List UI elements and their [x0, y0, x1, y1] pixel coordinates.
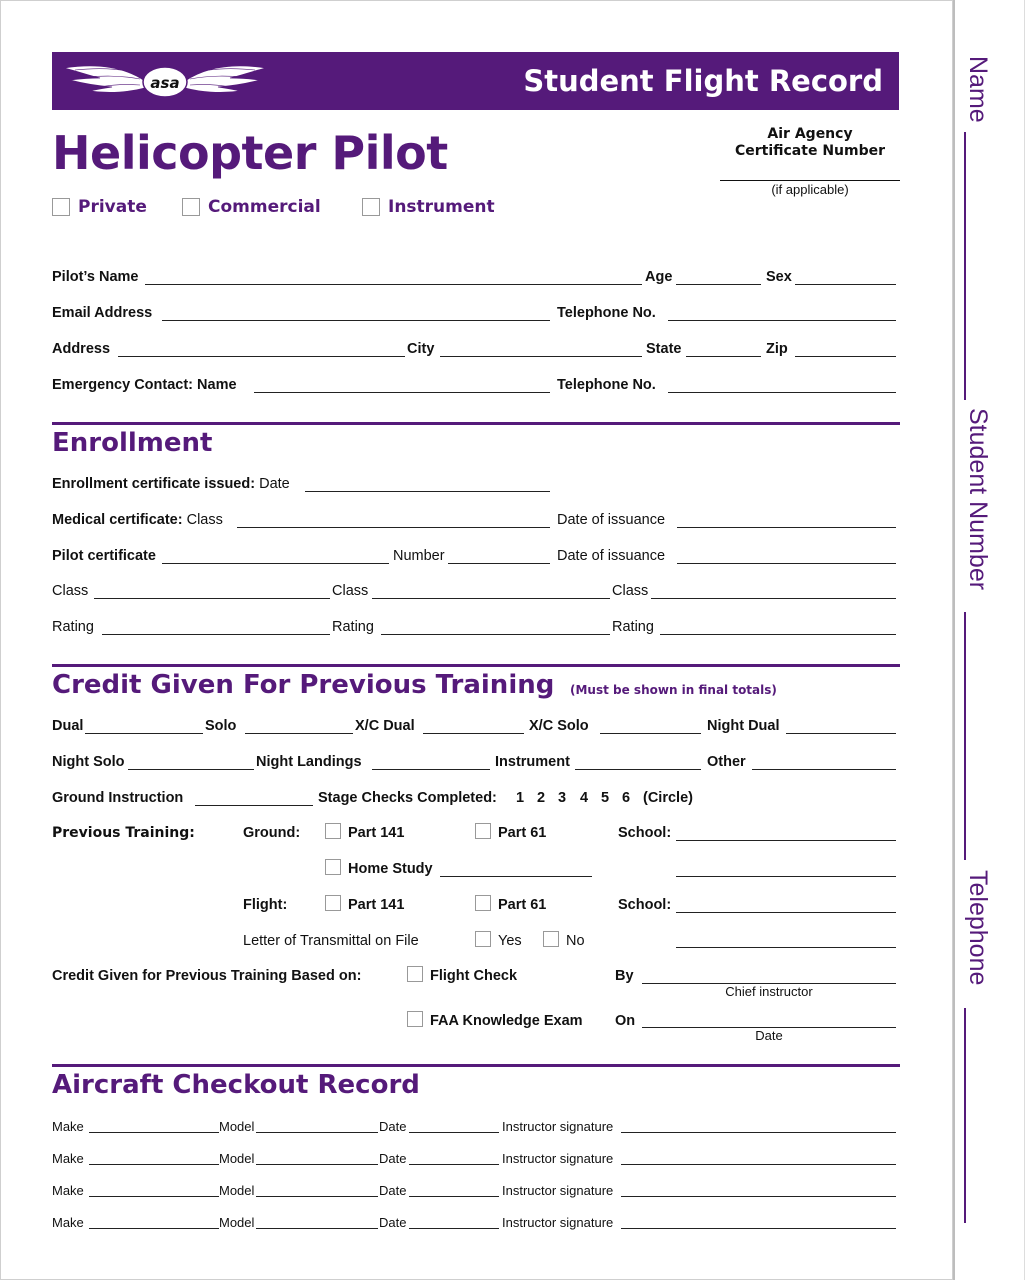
ground-school-field[interactable] — [676, 840, 896, 841]
state-label: State — [646, 341, 682, 357]
flight-school-label: School: — [618, 897, 672, 913]
ground-instruction-label: Ground Instruction — [52, 790, 184, 806]
class-field-1[interactable] — [94, 598, 330, 599]
medical-cert-label: Medical certificate: — [52, 512, 183, 528]
credit-note: (Must be shown in final totals) — [570, 683, 777, 697]
email-label: Email Address — [52, 305, 153, 321]
page-title: Helicopter Pilot — [52, 126, 448, 180]
flight-school-field[interactable] — [676, 912, 896, 913]
checkbox-box[interactable] — [182, 198, 200, 216]
pilot-cert-label: Pilot certificate — [52, 548, 156, 564]
make-label: Make — [52, 1119, 84, 1134]
stage-6[interactable]: 6 — [622, 790, 631, 806]
class-label-3: Class — [612, 583, 649, 599]
pilot-name-field[interactable] — [145, 284, 642, 285]
instrument-field[interactable] — [575, 769, 701, 770]
model-label: Model — [219, 1215, 255, 1230]
ground-part61-label: Part 61 — [498, 825, 547, 841]
address-field[interactable] — [118, 356, 405, 357]
tab-telephone-label: Telephone — [964, 870, 992, 986]
home-study-label: Home Study — [348, 861, 433, 877]
make-field[interactable] — [89, 1196, 219, 1197]
model-field[interactable] — [256, 1164, 378, 1165]
date-label: Date — [379, 1151, 407, 1166]
letter-no-checkbox[interactable] — [543, 931, 559, 947]
state-field[interactable] — [686, 356, 761, 357]
logo-text: asa — [150, 74, 180, 92]
tab-name-field[interactable] — [964, 132, 966, 400]
date-field[interactable] — [409, 1164, 499, 1165]
pilot-cert-field[interactable] — [162, 563, 389, 564]
model-label: Model — [219, 1151, 255, 1166]
flight-part61-checkbox[interactable] — [475, 895, 491, 911]
class-label-2: Class — [332, 583, 369, 599]
stage-4[interactable]: 4 — [580, 790, 589, 806]
section-rule — [52, 1064, 900, 1067]
credit-based-on-label: Credit Given for Previous Training Based on: — [52, 968, 362, 984]
night-landings-label: Night Landings — [256, 754, 362, 770]
ground-instruction-field[interactable] — [195, 805, 313, 806]
air-agency-line2: Certificate Number — [734, 143, 886, 159]
instructor-signature-label: Instructor signature — [502, 1183, 614, 1198]
home-study-field[interactable] — [440, 876, 592, 877]
asa-wings-logo — [60, 58, 270, 104]
rating-label-2: Rating — [332, 619, 374, 635]
instructor-signature-label: Instructor signature — [502, 1151, 614, 1166]
emergency-contact-label: Emergency Contact: Name — [52, 377, 237, 393]
checkbox-private[interactable] — [52, 196, 147, 218]
other-field[interactable] — [752, 769, 896, 770]
class-field-2[interactable] — [372, 598, 610, 599]
rating-field-1[interactable] — [102, 634, 330, 635]
xc-solo-field[interactable] — [600, 733, 701, 734]
email-field[interactable] — [162, 320, 550, 321]
credit-title: Credit Given For Previous Training — [52, 670, 555, 700]
pilot-cert-date-field[interactable] — [677, 563, 896, 564]
sex-field[interactable] — [795, 284, 896, 285]
stage-checks-label: Stage Checks Completed: — [318, 790, 497, 806]
rating-field-2[interactable] — [381, 634, 610, 635]
medical-date-label: Date of issuance — [557, 512, 666, 528]
date-label: Date — [379, 1183, 407, 1198]
exam-date-caption: Date — [755, 1028, 783, 1043]
flight-label: Flight: — [243, 897, 288, 913]
letter-no-label: No — [566, 933, 585, 949]
ground-part141-label: Part 141 — [348, 825, 405, 841]
xc-dual-label: X/C Dual — [355, 718, 415, 734]
city-label: City — [407, 341, 435, 357]
zip-label: Zip — [766, 341, 788, 357]
flight-part141-checkbox[interactable] — [325, 895, 341, 911]
flight-check-checkbox[interactable] — [407, 966, 423, 982]
model-field[interactable] — [256, 1132, 378, 1133]
faa-exam-checkbox[interactable] — [407, 1011, 423, 1027]
checkbox-instrument[interactable] — [362, 196, 495, 218]
make-field[interactable] — [89, 1164, 219, 1165]
checkbox-box[interactable] — [362, 198, 380, 216]
checkbox-label: Commercial — [208, 197, 321, 217]
enrollment-cert-row — [52, 475, 290, 493]
section-rule — [52, 422, 900, 425]
dual-field[interactable] — [85, 733, 203, 734]
air-agency-label — [720, 126, 900, 160]
age-field[interactable] — [676, 284, 761, 285]
make-label: Make — [52, 1215, 84, 1230]
solo-label: Solo — [205, 718, 237, 734]
medical-class-label: Class — [186, 512, 223, 528]
city-field[interactable] — [440, 356, 642, 357]
date-label: Date — [379, 1119, 407, 1134]
emergency-telephone-field[interactable] — [668, 392, 896, 393]
air-agency-field[interactable] — [720, 180, 900, 181]
enrollment-date-field[interactable] — [305, 491, 550, 492]
stage-2[interactable]: 2 — [537, 790, 546, 806]
ground-school-label: School: — [618, 825, 672, 841]
emergency-telephone-label: Telephone No. — [557, 377, 656, 393]
make-label: Make — [52, 1151, 84, 1166]
checkbox-label: Private — [78, 197, 147, 217]
other-label: Other — [707, 754, 746, 770]
checkbox-box[interactable] — [52, 198, 70, 216]
circle-note: (Circle) — [643, 790, 693, 806]
ground-school-field-2[interactable] — [676, 876, 896, 877]
make-field[interactable] — [89, 1132, 219, 1133]
stage-3[interactable]: 3 — [558, 790, 567, 806]
enrollment-title: Enrollment — [52, 428, 213, 458]
model-label: Model — [219, 1119, 255, 1134]
night-landings-field[interactable] — [372, 769, 490, 770]
stage-5[interactable]: 5 — [601, 790, 610, 806]
night-dual-label: Night Dual — [707, 718, 780, 734]
pilot-name-label: Pilot’s Name — [52, 269, 139, 285]
chief-instructor-caption: Chief instructor — [725, 984, 813, 999]
model-field[interactable] — [256, 1196, 378, 1197]
xc-dual-field[interactable] — [423, 733, 524, 734]
by-label: By — [615, 968, 634, 984]
date-field[interactable] — [409, 1228, 499, 1229]
address-label: Address — [52, 341, 111, 357]
emergency-contact-field[interactable] — [254, 392, 550, 393]
enrollment-date-label: Date — [259, 476, 290, 492]
solo-field[interactable] — [245, 733, 353, 734]
model-field[interactable] — [256, 1228, 378, 1229]
ground-label: Ground: — [243, 825, 301, 841]
class-field-3[interactable] — [651, 598, 896, 599]
night-solo-label: Night Solo — [52, 754, 125, 770]
dual-label: Dual — [52, 718, 84, 734]
checkout-title: Aircraft Checkout Record — [52, 1070, 420, 1100]
pilot-cert-number-label: Number — [393, 548, 445, 564]
stage-1[interactable]: 1 — [516, 790, 525, 806]
medical-date-field[interactable] — [677, 527, 896, 528]
instructor-signature-field[interactable] — [621, 1228, 896, 1229]
instrument-label: Instrument — [495, 754, 570, 770]
flight-check-label: Flight Check — [430, 968, 518, 984]
medical-cert-row — [52, 511, 223, 529]
instructor-signature-field[interactable] — [621, 1164, 896, 1165]
checkbox-label: Instrument — [388, 197, 495, 217]
letter-yes-label: Yes — [498, 933, 522, 949]
banner-title: Student Flight Record — [523, 64, 883, 98]
model-label: Model — [219, 1183, 255, 1198]
tab-name-label: Name — [964, 56, 992, 123]
medical-class-field[interactable] — [237, 527, 550, 528]
make-field[interactable] — [89, 1228, 219, 1229]
instructor-signature-label: Instructor signature — [502, 1215, 614, 1230]
class-label-1: Class — [52, 583, 89, 599]
home-study-checkbox[interactable] — [325, 859, 341, 875]
checkbox-commercial[interactable] — [182, 196, 321, 218]
date-label: Date — [379, 1215, 407, 1230]
telephone-field[interactable] — [668, 320, 896, 321]
ground-part61-checkbox[interactable] — [475, 823, 491, 839]
flight-school-field-2[interactable] — [676, 947, 896, 948]
tab-student-number-label: Student Number — [964, 408, 992, 591]
pilot-cert-date-label: Date of issuance — [557, 548, 666, 564]
pilot-cert-number-field[interactable] — [448, 563, 550, 564]
ground-part141-checkbox[interactable] — [325, 823, 341, 839]
instructor-signature-field[interactable] — [621, 1196, 896, 1197]
tab-telephone-field[interactable] — [964, 1008, 966, 1223]
instructor-signature-label: Instructor signature — [502, 1119, 614, 1134]
rating-field-3[interactable] — [660, 634, 896, 635]
faa-exam-label: FAA Knowledge Exam — [430, 1013, 583, 1029]
air-agency-note: (if applicable) — [771, 182, 849, 197]
air-agency-line1: Air Agency — [767, 126, 853, 142]
rating-label-1: Rating — [52, 619, 94, 635]
sex-label: Sex — [766, 269, 792, 285]
zip-field[interactable] — [795, 356, 896, 357]
previous-training-label: Previous Training: — [52, 825, 195, 841]
letter-transmittal-label: Letter of Transmittal on File — [243, 933, 419, 949]
letter-yes-checkbox[interactable] — [475, 931, 491, 947]
section-rule — [52, 664, 900, 667]
enrollment-cert-label: Enrollment certificate issued: — [52, 476, 256, 492]
header-banner — [52, 52, 899, 110]
flight-part61-label: Part 61 — [498, 897, 547, 913]
night-dual-field[interactable] — [786, 733, 896, 734]
date-field[interactable] — [409, 1196, 499, 1197]
on-label: On — [615, 1013, 636, 1029]
tab-student-number-field[interactable] — [964, 612, 966, 860]
instructor-signature-field[interactable] — [621, 1132, 896, 1133]
xc-solo-label: X/C Solo — [529, 718, 589, 734]
age-label: Age — [645, 269, 673, 285]
date-field[interactable] — [409, 1132, 499, 1133]
rating-label-3: Rating — [612, 619, 654, 635]
telephone-label: Telephone No. — [557, 305, 656, 321]
make-label: Make — [52, 1183, 84, 1198]
flight-part141-label: Part 141 — [348, 897, 405, 913]
night-solo-field[interactable] — [128, 769, 254, 770]
